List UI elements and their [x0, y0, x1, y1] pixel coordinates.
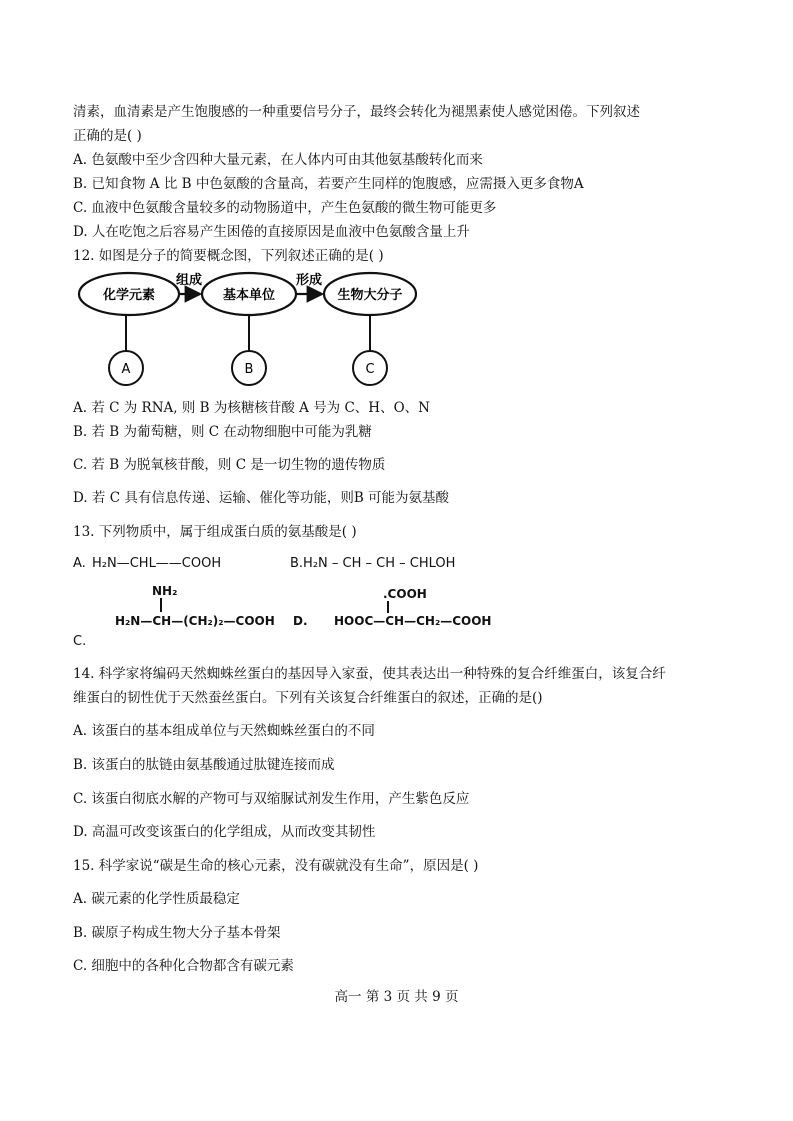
q13-option-a-formula: H₂N—CHL——COOH	[92, 556, 222, 571]
q11-option-b: B. 已知食物 A 比 B 中色氨酸的含量高，若要产生同样的饱腹感，应需摄入更多食物A	[73, 176, 584, 192]
circle-a	[109, 351, 143, 385]
q15-option-b: B. 碳原子构成生物大分子基本骨架	[73, 925, 281, 941]
node-basic-unit	[202, 273, 296, 315]
q12-option-c: C. 若 B 为脱氧核苷酸，则 C 是一切生物的遗传物质	[73, 457, 386, 473]
q12-option-b: B. 若 B 为葡萄糖，则 C 在动物细胞中可能为乳糖	[73, 424, 372, 440]
q14-option-b: B. 该蛋白的肽链由氨基酸通过肽键连接而成	[73, 757, 335, 773]
q13-option-c-nh2: NH₂	[152, 584, 178, 598]
node-chemical-elements	[79, 273, 179, 315]
arrow-label-form: 形成	[295, 273, 323, 288]
q14-option-c: C. 该蛋白彻底水解的产物可与双缩脲试剂发生作用，产生紫色反应	[73, 791, 470, 807]
q14-option-a: A. 该蛋白的基本组成单位与天然蜘蛛丝蛋白的不同	[73, 723, 375, 739]
q13-option-b-formula: B.H₂N – CH – CH – CHLOH	[290, 556, 456, 571]
q13-option-c-bond	[160, 598, 162, 612]
q14-stem-line1: 14. 科学家将编码天然蜘蛛丝蛋白的基因导入家蚕，使其表达出一种特殊的复合纤维蛋白，该复合纤	[73, 666, 666, 682]
concept-diagram	[70, 262, 430, 392]
arrow-label-compose: 组成	[175, 273, 203, 288]
node-label-2: 基本单位	[222, 288, 276, 303]
q15-stem: 15. 科学家说“碳是生命的核心元素，没有碳就没有生命”，原因是( )	[73, 858, 479, 874]
q13-option-c-formula: H₂N—CH—(CH₂)₂—COOH	[115, 614, 275, 628]
q12-stem: 12. 如图是分子的简要概念图，下列叙述正确的是( )	[73, 248, 384, 264]
q13-option-a-label: A.	[73, 556, 86, 571]
q13-option-d-formula: HOOC—CH—CH₂—COOH	[334, 614, 492, 628]
q11-option-c: C. 血液中色氨酸含量较多的动物肠道中，产生色氨酸的微生物可能更多	[73, 200, 497, 216]
circle-label-b: B	[244, 362, 254, 377]
circle-label-c: C	[365, 362, 375, 377]
q14-option-d: D. 高温可改变该蛋白的化学组成，从而改变其韧性	[73, 824, 376, 840]
q13-option-c-label: C.	[73, 634, 87, 649]
q13-stem: 13. 下列物质中，属于组成蛋白质的氨基酸是( )	[73, 524, 357, 540]
node-biomacromolecule	[324, 273, 416, 315]
q14-stem-line2: 维蛋白的韧性优于天然蚕丝蛋白。下列有关该复合纤维蛋白的叙述，正确的是()	[73, 690, 543, 706]
q11-stem-line2: 正确的是( )	[73, 128, 142, 144]
q11-option-a: A. 色氨酸中至少含四种大量元素，在人体内可由其他氨基酸转化而来	[73, 152, 483, 168]
circle-c	[353, 351, 387, 385]
page-footer: 高一 第 3 页 共 9 页	[334, 989, 459, 1005]
q13-option-d-bond	[387, 601, 389, 613]
q12-option-a: A. 若 C 为 RNA, 则 B 为核糖核苷酸 A 号为 C、H、O、N	[73, 400, 430, 416]
q11-option-d: D. 人在吃饱之后容易产生困倦的直接原因是血液中色氨酸含量上升	[73, 224, 470, 240]
circle-label-a: A	[121, 362, 131, 377]
q11-stem-line1: 清素，血清素是产生饱腹感的一种重要信号分子，最终会转化为褪黑素使人感觉困倦。下列叙述	[73, 104, 640, 120]
node-label-3: 生物大分子	[337, 288, 403, 303]
circle-b	[232, 351, 266, 385]
q12-option-d: D. 若 C 具有信息传递、运输、催化等功能，则B 可能为氨基酸	[73, 490, 450, 506]
q15-option-c: C. 细胞中的各种化合物都含有碳元素	[73, 958, 294, 974]
q13-option-d-cooh: .COOH	[383, 587, 427, 601]
node-label-1: 化学元素	[102, 288, 156, 303]
q13-option-d-label: D.	[293, 614, 308, 628]
q15-option-a: A. 碳元素的化学性质最稳定	[73, 891, 240, 907]
